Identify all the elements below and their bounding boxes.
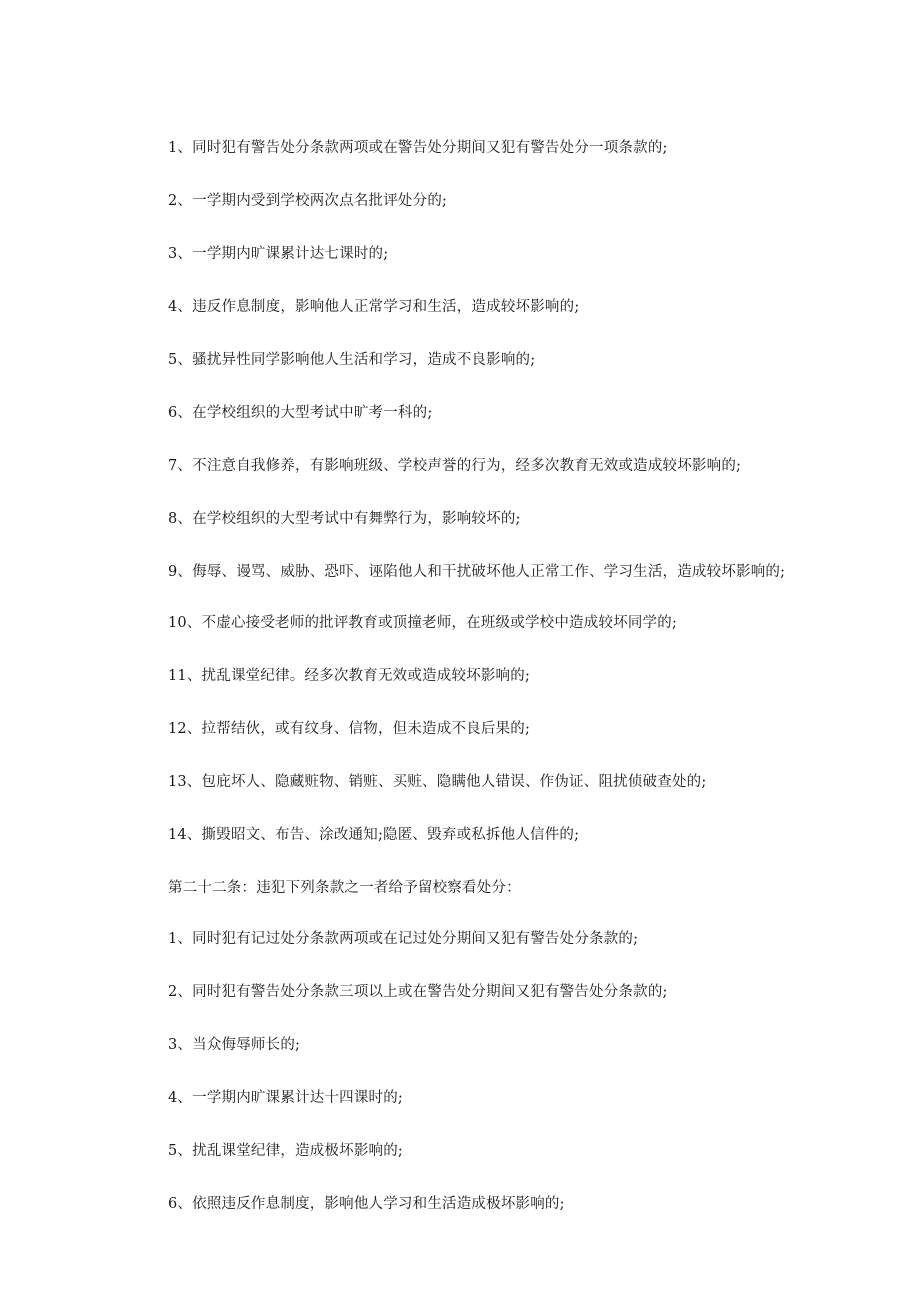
- article-heading: 第二十二条：违犯下列条款之一者给予留校察看处分：: [168, 880, 521, 896]
- list-item: 11、扰乱课堂纪律。经多次教育无效或造成较坏影响的;: [168, 668, 531, 684]
- list-item: 5、骚扰异性同学影响他人生活和学习，造成不良影响的;: [168, 352, 536, 368]
- list-item: 14、撕毁昭文、布告、涂改通知;隐匿、毁弃或私拆他人信件的;: [168, 827, 580, 843]
- list-item: 4、违反作息制度，影响他人正常学习和生活，造成较坏影响的;: [168, 299, 580, 315]
- list-item: 4、一学期内旷课累计达十四课时的;: [168, 1090, 404, 1106]
- document-body: [138, 136, 788, 1245]
- list-item: 3、一学期内旷课累计达七课时的;: [168, 246, 389, 262]
- list-item: 8、在学校组织的大型考试中有舞弊行为，影响较坏的;: [168, 511, 521, 527]
- list-item: 3、当众侮辱师长的;: [168, 1037, 301, 1053]
- list-item: 12、拉帮结伙，或有纹身、信物，但未造成不良后果的;: [168, 721, 531, 737]
- list-item: 5、扰乱课堂纪律，造成极坏影响的;: [168, 1143, 404, 1159]
- list-item: 6、依照违反作息制度，影响他人学习和生活造成极坏影响的;: [168, 1196, 565, 1212]
- list-item: 2、同时犯有警告处分条款三项以上或在警告处分期间又犯有警告处分条款的;: [168, 984, 668, 1000]
- list-item: 2、一学期内受到学校两次点名批评处分的;: [168, 193, 448, 209]
- list-item: 10、不虚心接受老师的批评教育或顶撞老师，在班级或学校中造成较坏同学的;: [168, 615, 678, 631]
- list-item: 13、包庇坏人、隐藏赃物、销赃、买赃、隐瞒他人错误、作伪证、阻扰侦破查处的;: [168, 774, 707, 790]
- list-item: 7、不注意自我修养，有影响班级、学校声誉的行为，经多次教育无效或造成较坏影响的;: [168, 458, 742, 474]
- list-item: 1、同时犯有记过处分条款两项或在记过处分期间又犯有警告处分条款的;: [168, 931, 639, 947]
- list-item: 1、同时犯有警告处分条款两项或在警告处分期间又犯有警告处分一项条款的;: [168, 140, 668, 156]
- list-item: 9、侮辱、谩骂、威胁、恐吓、诬陷他人和干扰破坏他人正常工作、学习生活，造成较坏影响的;: [168, 564, 786, 580]
- list-item: 6、在学校组织的大型考试中旷考一科的;: [168, 405, 433, 421]
